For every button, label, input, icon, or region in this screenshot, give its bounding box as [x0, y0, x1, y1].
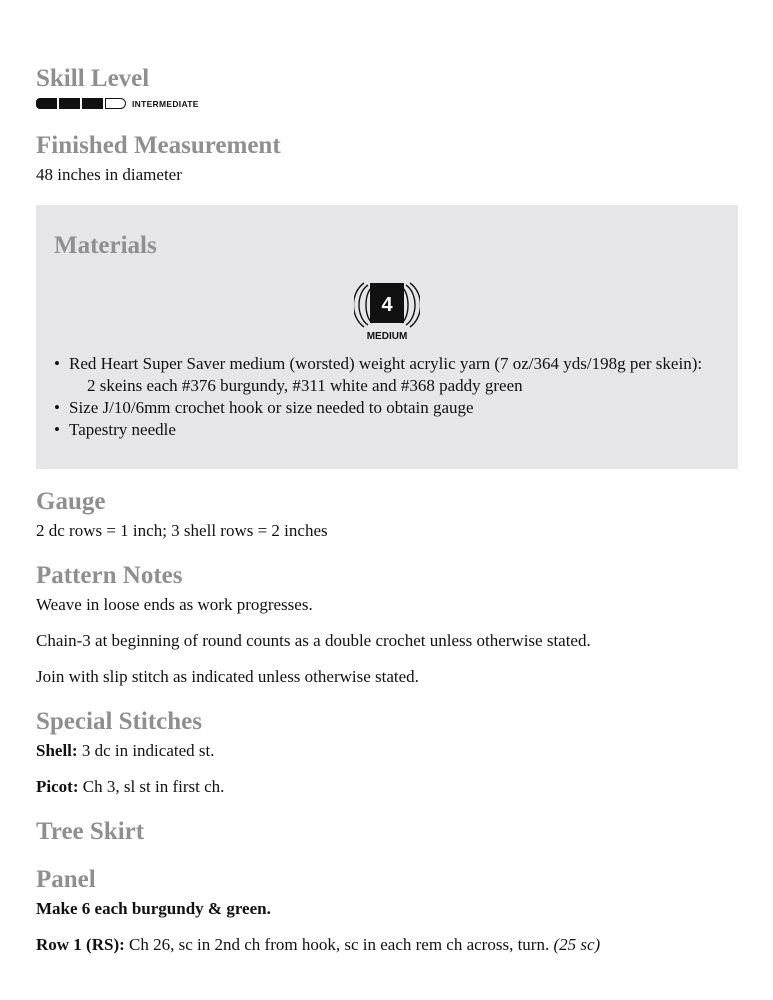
- skill-level-section: [36, 64, 199, 109]
- row-1-instruction: [36, 934, 600, 956]
- materials-item-text: Tapestry needle: [69, 420, 176, 439]
- shell-definition: [36, 740, 224, 762]
- gauge-text: 2 dc rows = 1 inch; 3 shell rows = 2 inches: [36, 521, 328, 540]
- pattern-note: Weave in loose ends as work progresses.: [36, 595, 313, 614]
- finished-measurement-section: [36, 131, 281, 186]
- row-1-count: (25 sc): [553, 935, 601, 954]
- picot-term: Picot:: [36, 777, 79, 796]
- yarn-weight-label: MEDIUM: [366, 331, 408, 341]
- list-item: [54, 353, 724, 375]
- gauge-heading: Gauge: [36, 488, 106, 515]
- list-item: [54, 397, 724, 419]
- special-stitches-section: [36, 707, 224, 798]
- materials-list: [54, 353, 724, 441]
- gauge-section: [36, 487, 328, 542]
- panel-make-text: [36, 898, 600, 920]
- skill-segment-empty: [105, 98, 126, 109]
- panel-section: [36, 865, 600, 956]
- skill-level-label: INTERMEDIATE: [132, 98, 199, 109]
- skill-segment-filled: [82, 98, 103, 109]
- shell-def: 3 dc in indicated st.: [81, 741, 215, 760]
- materials-sub-item: 2 skeins each #376 burgundy, #311 white and #368 paddy green: [87, 376, 523, 395]
- panel-make-instruction: Make 6 each burgundy & green.: [36, 899, 271, 918]
- skill-segment-filled: [36, 98, 57, 109]
- finished-measurement-text: 48 inches in diameter: [36, 165, 182, 184]
- materials-box: [36, 205, 738, 469]
- yarn-weight-number: 4: [381, 294, 393, 316]
- bullet: •: [54, 398, 60, 417]
- pattern-note: Chain-3 at beginning of round counts as a double crochet unless otherwise stated.: [36, 631, 591, 650]
- panel-heading: Panel: [36, 866, 96, 893]
- tree-skirt-section: [36, 817, 144, 847]
- pattern-note: Join with slip stitch as indicated unless otherwise stated.: [36, 667, 419, 686]
- shell-term: Shell:: [36, 741, 78, 760]
- bullet: •: [54, 354, 60, 373]
- skill-segment-filled: [59, 98, 80, 109]
- row-1-text: Ch 26, sc in 2nd ch from hook, sc in each rem ch across, turn.: [129, 935, 550, 954]
- materials-item-text: Red Heart Super Saver medium (worsted) weight acrylic yarn (7 oz/364 yds/198g per skein):: [69, 354, 703, 373]
- yarn-weight-icon: [354, 277, 420, 341]
- pattern-notes-heading: Pattern Notes: [36, 562, 183, 589]
- special-stitches-heading: Special Stitches: [36, 708, 202, 735]
- materials-item-text: Size J/10/6mm crochet hook or size needed to obtain gauge: [69, 398, 474, 417]
- list-item: [54, 419, 724, 441]
- materials-heading: Materials: [54, 232, 157, 259]
- tree-skirt-heading: Tree Skirt: [36, 818, 145, 845]
- row-1-label: Row 1 (RS):: [36, 935, 125, 954]
- finished-measurement-heading: Finished Measurement: [36, 132, 281, 159]
- skill-level-meter: [36, 98, 199, 109]
- picot-definition: [36, 776, 224, 798]
- picot-def: Ch 3, sl st in first ch.: [82, 777, 225, 796]
- bullet: •: [54, 420, 60, 439]
- skill-level-heading: Skill Level: [36, 65, 150, 92]
- pattern-notes-section: [36, 561, 591, 688]
